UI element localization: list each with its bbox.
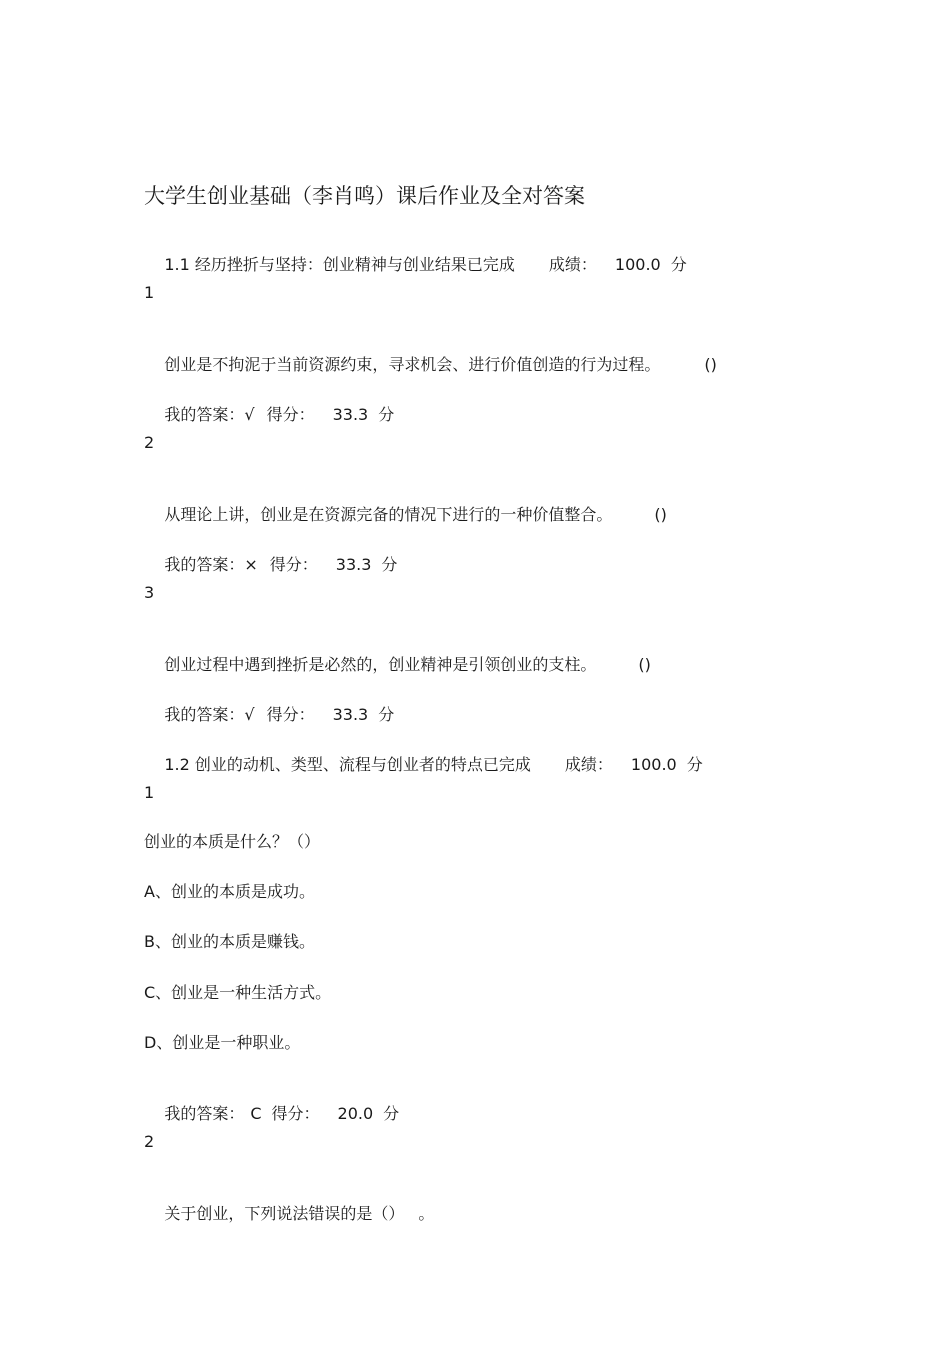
points-unit: 分 bbox=[383, 1104, 400, 1123]
section-label: 1.2 创业的动机、类型、流程与创业者的特点已完成 bbox=[164, 755, 531, 774]
points-value: 33.3 bbox=[332, 405, 369, 424]
question-paren: () bbox=[654, 505, 667, 524]
question-stem: 从理论上讲，创业是在资源完备的情况下进行的一种价值整合。 bbox=[164, 505, 613, 524]
points-label: 得分： bbox=[266, 405, 315, 424]
option-d: D、创业是一种职业。 bbox=[144, 1033, 301, 1052]
answer-value: C bbox=[250, 1104, 262, 1123]
points-unit: 分 bbox=[381, 555, 398, 574]
question-stem: 创业是不拘泥于当前资源约束，寻求机会、进行价值创造的行为过程。 bbox=[164, 355, 661, 374]
question-number: 3 bbox=[144, 583, 155, 602]
score-value: 100.0 bbox=[614, 255, 661, 274]
points-value: 33.3 bbox=[335, 555, 372, 574]
question-number: 1 bbox=[144, 283, 155, 302]
answer-line bbox=[144, 532, 397, 598]
points-value: 33.3 bbox=[332, 705, 369, 724]
score-label: 成绩： bbox=[548, 255, 597, 274]
option-c: C、创业是一种生活方式。 bbox=[144, 983, 332, 1002]
answer-label: 我的答案： bbox=[164, 1104, 245, 1123]
answer-label: 我的答案： bbox=[164, 705, 245, 724]
question-text: 创业的本质是什么？（） bbox=[144, 832, 321, 851]
question-number: 2 bbox=[144, 433, 155, 452]
points-value: 20.0 bbox=[337, 1104, 374, 1123]
section-heading bbox=[144, 732, 703, 798]
answer-line bbox=[144, 382, 394, 448]
option-a: A、创业的本质是成功。 bbox=[144, 882, 315, 901]
answer-value: √ bbox=[244, 705, 255, 724]
question-number: 1 bbox=[144, 783, 155, 802]
answer-value: × bbox=[244, 555, 258, 574]
section-label: 1.1 经历挫折与坚持：创业精神与创业结果已完成 bbox=[164, 255, 515, 274]
points-label: 得分： bbox=[269, 555, 318, 574]
score-label: 成绩： bbox=[564, 755, 613, 774]
answer-label: 我的答案： bbox=[164, 555, 245, 574]
question-tail: 。 bbox=[418, 1204, 435, 1223]
question-text bbox=[144, 1181, 434, 1247]
option-b: B、创业的本质是赚钱。 bbox=[144, 932, 315, 951]
question-paren: () bbox=[638, 655, 651, 674]
points-unit: 分 bbox=[378, 705, 395, 724]
question-stem: 创业过程中遇到挫折是必然的，创业精神是引领创业的支柱。 bbox=[164, 655, 597, 674]
points-label: 得分： bbox=[266, 705, 315, 724]
answer-value: √ bbox=[244, 405, 255, 424]
points-label: 得分： bbox=[271, 1104, 320, 1123]
question-stem: 关于创业，下列说法错误的是（） bbox=[164, 1204, 405, 1223]
points-unit: 分 bbox=[378, 405, 395, 424]
question-number: 2 bbox=[144, 1132, 155, 1151]
answer-line bbox=[144, 1081, 399, 1147]
answer-label: 我的答案： bbox=[164, 405, 245, 424]
document-title: 大学生创业基础（李肖鸣）课后作业及全对答案 bbox=[144, 184, 585, 208]
score-unit: 分 bbox=[686, 755, 703, 774]
score-unit: 分 bbox=[670, 255, 687, 274]
score-value: 100.0 bbox=[630, 755, 677, 774]
section-heading bbox=[144, 232, 687, 298]
question-paren: () bbox=[704, 355, 717, 374]
